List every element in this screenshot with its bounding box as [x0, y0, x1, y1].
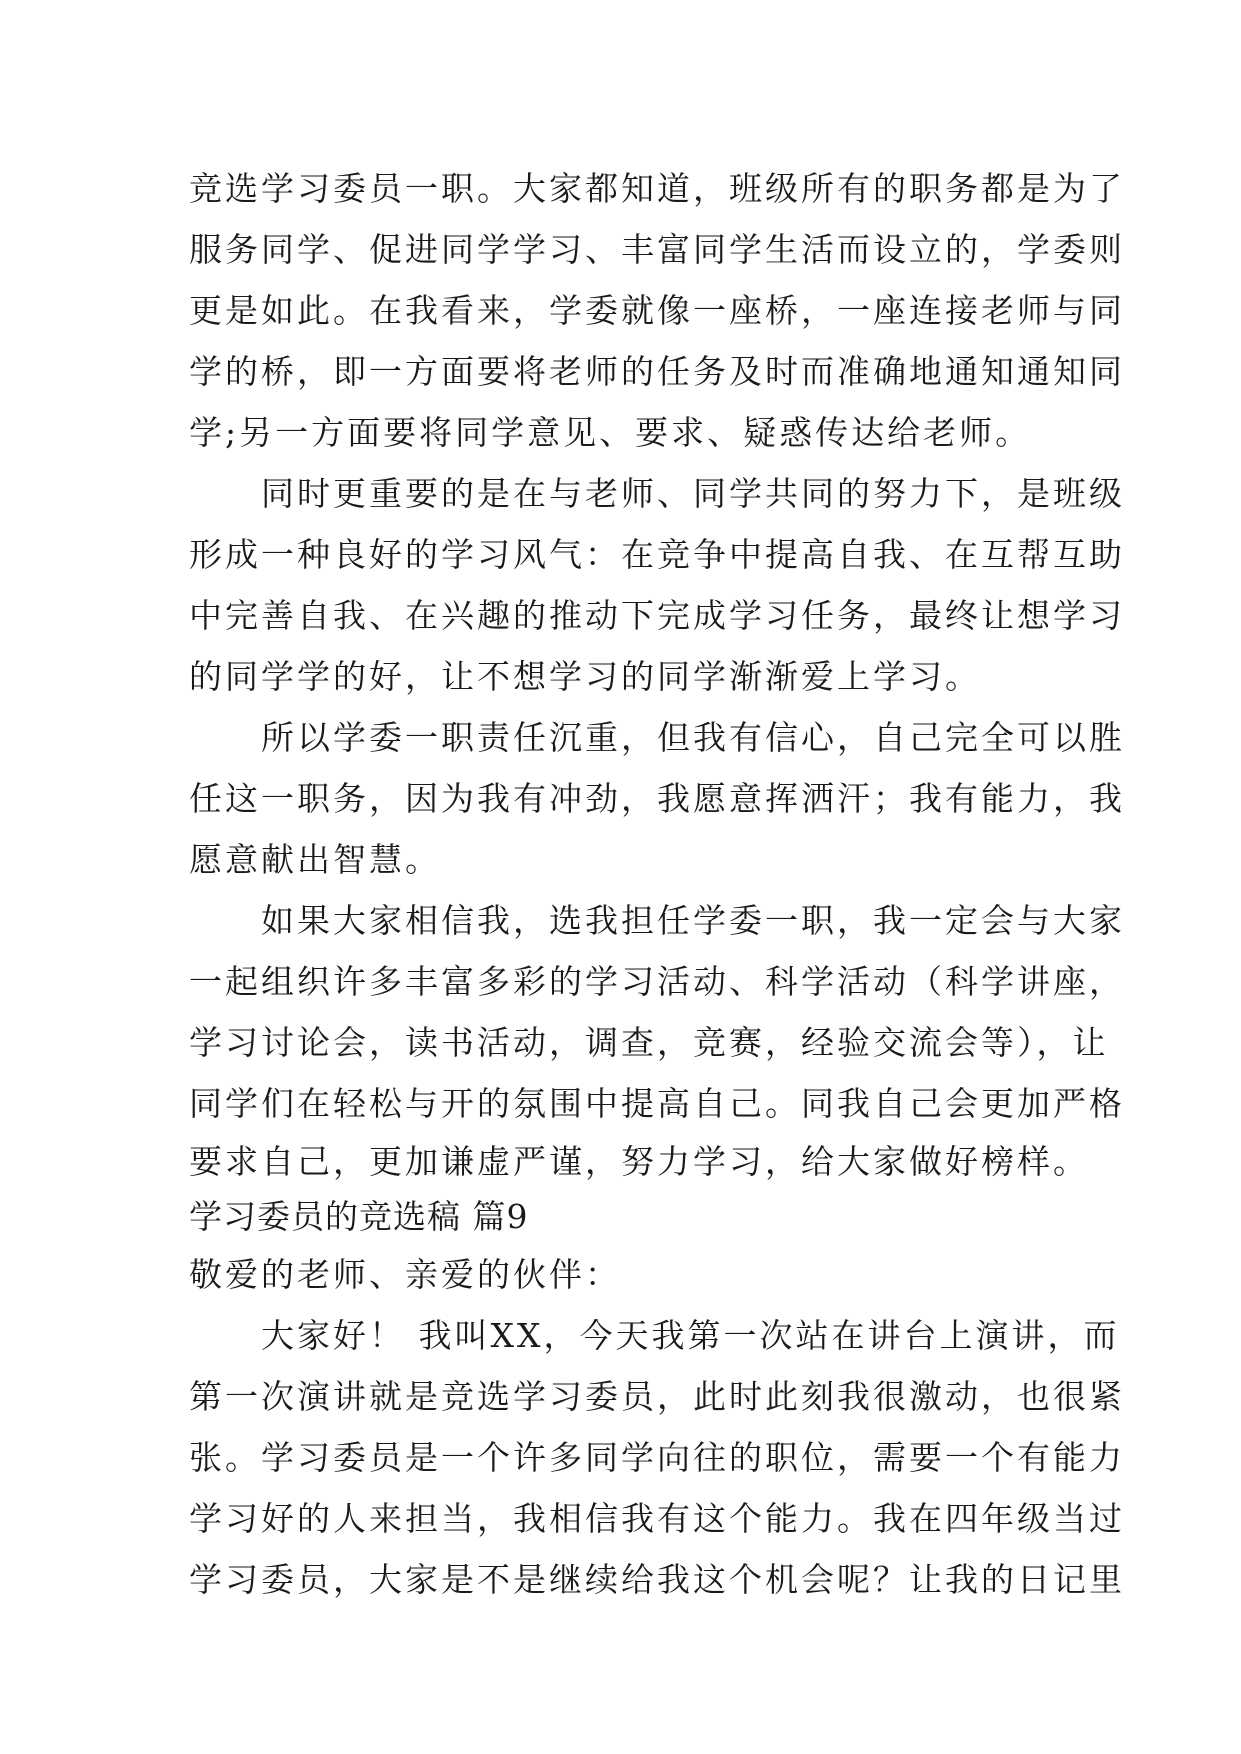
paragraph-start-line: 同时更重要的是在与老师、同学共同的努力下，是班级: [189, 474, 1125, 513]
text-line: 一起组织许多丰富多彩的学习活动、科学活动（科学讲座，: [189, 962, 1125, 1001]
text-line: 愿意献出智慧。: [189, 840, 441, 879]
text-line: 学;另一方面要将同学意见、要求、疑惑传达给老师。: [189, 413, 1032, 452]
text-line: 竞选学习委员一职。大家都知道，班级所有的职务都是为了: [189, 169, 1125, 208]
text-line: 任这一职务，因为我有冲劲，我愿意挥洒汗；我有能力，我: [189, 779, 1125, 818]
text-line: 更是如此。在我看来，学委就像一座桥，一座连接老师与同: [189, 291, 1125, 330]
text-line: 第一次演讲就是竞选学习委员，此时此刻我很激动，也很紧: [189, 1377, 1125, 1416]
text-line: 张。学习委员是一个许多同学向往的职位，需要一个有能力: [189, 1438, 1125, 1477]
text-line: 学的桥，即一方面要将老师的任务及时而准确地通知通知同: [189, 352, 1125, 391]
paragraph-start-line: 如果大家相信我，选我担任学委一职，我一定会与大家: [189, 901, 1125, 940]
text-line: 的同学学的好，让不想学习的同学渐渐爱上学习。: [189, 657, 981, 696]
paragraph-start-line: 大家好！ 我叫XX，今天我第一次站在讲台上演讲，而: [189, 1316, 1120, 1355]
salutation-line: 敬爱的老师、亲爱的伙伴：: [189, 1255, 621, 1294]
text-line: 学习好的人来担当，我相信我有这个能力。我在四年级当过: [189, 1499, 1125, 1538]
paragraph-start-line: 所以学委一职责任沉重，但我有信心，自己完全可以胜: [189, 718, 1125, 757]
section-heading: 学习委员的竞选稿 篇9: [189, 1197, 529, 1236]
text-line: 要求自己，更加谦虚严谨，努力学习，给大家做好榜样。: [189, 1142, 1089, 1181]
text-line: 学习讨论会，读书活动，调查，竞赛，经验交流会等），让: [189, 1023, 1109, 1062]
text-line: 同学们在轻松与开的氛围中提高自己。同我自己会更加严格: [189, 1084, 1125, 1123]
text-line: 中完善自我、在兴趣的推动下完成学习任务，最终让想学习: [189, 596, 1125, 635]
body-text: [189, 158, 1125, 1610]
text-line: 学习委员，大家是不是继续给我这个机会呢？让我的日记里: [189, 1560, 1125, 1599]
text-line: 形成一种良好的学习风气：在竞争中提高自我、在互帮互助: [189, 535, 1125, 574]
text-line: 服务同学、促进同学学习、丰富同学生活而设立的，学委则: [189, 230, 1125, 269]
